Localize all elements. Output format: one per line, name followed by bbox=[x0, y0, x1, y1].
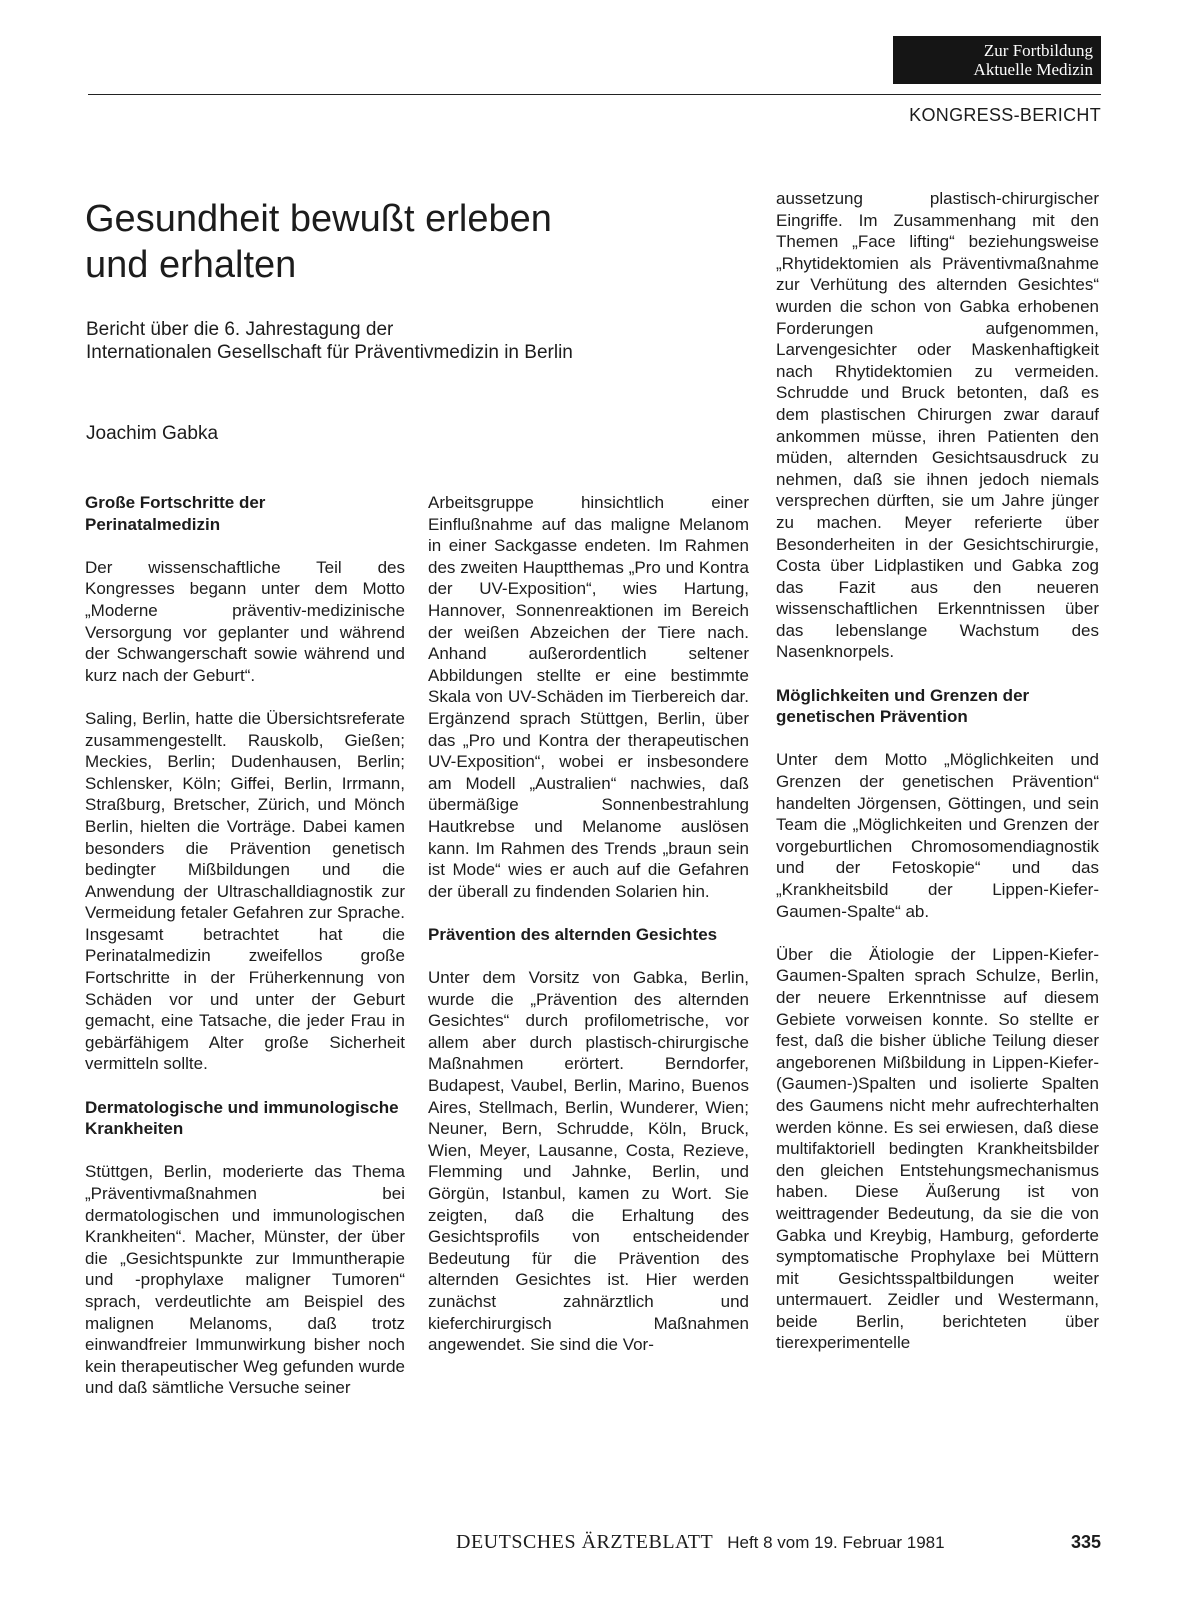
paragraph: aussetzung plastisch-chirurgischer Eingriffe. Im Zusammenhang mit den Themen „Face lifting“ beziehungsweise „Rhytidektomien als Präventivmaßnahme zur Verhütung des alternden Gesichtes“ wurden die schon von Gabka erhobenen Forderungen aufgenommen, Larvengesichter oder Maskenhaftigkeit nach Rhytidektomien zu vermeiden. Schrudde und Bruck betonten, daß es dem plastischen Chirurgen zwar darauf ankommen müsse, ihren Patienten den müden, alternden Gesichtsausdruck zu nehmen, daß sie ihnen jedoch niemals versprechen dürften, sie um Jahre jünger zu machen. Meyer referierte über Besonderheiten in der Gesichtschirurgie, Costa über Lidplastiken und Gabka zog das Fazit aus den neueren wissenschaftlichen Erkenntnissen über das lebenslange Wachstum des Nasenknorpels. bbox=[776, 189, 1099, 662]
section-heading: Dermatologische und immunologische Krankheiten bbox=[85, 1097, 399, 1139]
title-line-2: und erhalten bbox=[85, 244, 297, 286]
header-rule bbox=[88, 94, 1101, 95]
paragraph: Arbeitsgruppe hinsichtlich einer Einflußnahme auf das maligne Melanom in einer Sackgasse endeten. Im Rahmen des zweiten Hauptthemas „Pro und Kontra der UV-Exposition“, wies Hartung, Hannover, Sonnenreaktionen im Bereich der weißen Abzeichen der Tiere nach. Anhand außerordentlich seltener Abbildungen stellte er eine bestimmte Skala von UV-Schäden im Tierbereich dar. Ergänzend sprach Stüttgen, Berlin, über das „Pro und Kontra der therapeutischen UV-Exposition“, wobei er insbesondere am Modell „Australien“ nachwies, daß übermäßige Sonnenbestrahlung Hautkrebse und Melanome auslösen kann. Im Rahmen des Trends „braun sein ist Mode“ wies er auch auf die Gefahren der überall zu findenden Solarien hin. bbox=[428, 493, 749, 901]
text-column-1 bbox=[85, 492, 405, 1421]
article-title bbox=[85, 196, 725, 288]
section-label: KONGRESS-BERICHT bbox=[909, 105, 1101, 125]
section-heading: Große Fortschritte der Perinatalmedizin bbox=[85, 493, 266, 534]
article-subtitle bbox=[86, 318, 736, 364]
section-heading: Prävention des alternden Gesichtes bbox=[428, 924, 718, 944]
paragraph: Stüttgen, Berlin, moderierte das Thema „Präventivmaßnahmen bei dermatologischen und immunologischen Krankheiten“. Macher, Münster, der über die „Gesichtspunkte zur Immuntherapie und -prophylaxe maligner Tumoren“ sprach, verdeutlichte am Beispiel des malignen Melanoms, daß trotz einwandfreier Immunwirkung bisher noch kein therapeutischer Weg gefunden wurde und daß sämtliche Versuche seiner bbox=[85, 1162, 405, 1398]
author-name: Joachim Gabka bbox=[86, 423, 219, 444]
section-badge bbox=[893, 36, 1101, 84]
paragraph: Unter dem Vorsitz von Gabka, Berlin, wurde die „Prävention des alternden Gesichtes“ durch profilometrische, vor allem aber durch plastisch-chirurgische Maßnahmen erörtert. Berndorfer, Budapest, Vaubel, Berlin, Marino, Buenos Aires, Stellmach, Berlin, Wunderer, Wien; Neuner, Bern, Schrudde, Köln, Bruck, Wien, Meyer, Lausanne, Costa, Rezieve, Flemming und Jahnke, Berlin, und Görgün, Istanbul, kamen zu Wort. Sie zeigten, daß die Erhaltung des Gesichtsprofils von entscheidender Bedeutung für die Prävention des alternden Gesichtes ist. Hier werden zunächst zahnärztlich und kieferchirurgisch Maßnahmen angewendet. Sie sind die Vor- bbox=[428, 968, 749, 1355]
page-number: 335 bbox=[1070, 1532, 1101, 1552]
text-column-3 bbox=[776, 188, 1099, 1376]
section-heading: Möglichkeiten und Grenzen der genetischen Prävention bbox=[776, 685, 1030, 727]
title-line-1: Gesundheit bewußt erleben bbox=[85, 198, 552, 240]
badge-line-2: Aktuelle Medizin bbox=[973, 60, 1093, 79]
subtitle-line-2: Internationalen Gesellschaft für Präventivmedizin in Berlin bbox=[86, 342, 573, 363]
journal-name: DEUTSCHES ÄRZTEBLATT bbox=[456, 1531, 714, 1553]
text-column-2 bbox=[428, 492, 749, 1377]
paragraph: Der wissenschaftliche Teil des Kongresses begann unter dem Motto „Moderne präventiv-medizinische Versorgung vor geplanter und während der Schwangerschaft sowie während und kurz nach der Geburt“. bbox=[85, 557, 405, 685]
page-footer bbox=[456, 1531, 1101, 1554]
subtitle-line-1: Bericht über die 6. Jahrestagung der bbox=[86, 319, 394, 340]
badge-line-1: Zur Fortbildung bbox=[983, 41, 1093, 60]
issue-info: Heft 8 vom 19. Februar 1981 bbox=[727, 1533, 945, 1552]
paragraph: Über die Ätiologie der Lippen-Kiefer-Gaumen-Spalten sprach Schulze, Berlin, der neuere Erkenntnisse auf diesem Gebiete vorweisen konnte. So stellte er fest, daß die bisher übliche Teilung dieser angeborenen Mißbildung in Lippen-Kiefer-(Gaumen-)Spalten und isolierte Spalten des Gaumens nicht mehr aufrechterhalten werden könne. Es sei erwiesen, daß diese multifaktoriell bedingten Krankheitsbilder den gleichen Entstehungsmechanismus haben. Diese Äußerung ist von weittragender Bedeutung, da sie die von Gabka und Kreybig, Hamburg, geforderte symptomatische Prophylaxe bei Müttern mit Gesichtsspaltbildungen weiter untermauert. Zeidler und Westermann, beide Berlin, berichteten über tierexperimentelle bbox=[776, 944, 1099, 1353]
paragraph: Saling, Berlin, hatte die Übersichtsreferate zusammengestellt. Rauskolb, Gießen; Meckies, Berlin; Dudenhausen, Berlin; Schlensker, Köln; Giffei, Berlin, Irrmann, Straßburg, Bretscher, Zürich, und Mönch Berlin, hielten die Vorträge. Dabei kamen besonders die Prävention genetisch bedingter Mißbildungen und die Anwendung der Ultraschalldiagnostik zur Vermeidung fetaler Gefahren zur Sprache. Insgesamt betrachtet hat die Perinatalmedizin zweifellos große Fortschritte in der Früherkennung von Schäden vor und unter der Geburt gemacht, eine Tatsache, die jeder Frau in gebärfähigem Alter große Sicherheit vermitteln sollte. bbox=[85, 708, 405, 1074]
paragraph: Unter dem Motto „Möglichkeiten und Grenzen der genetischen Prävention“ handelten Jörgensen, Göttingen, und sein Team die „Möglichkeiten und Grenzen der vorgeburtlichen Chromosomendiagnostik und der Fetoskopie“ und das „Krankheitsbild der Lippen-Kiefer-Gaumen-Spalte“ ab. bbox=[776, 750, 1099, 921]
